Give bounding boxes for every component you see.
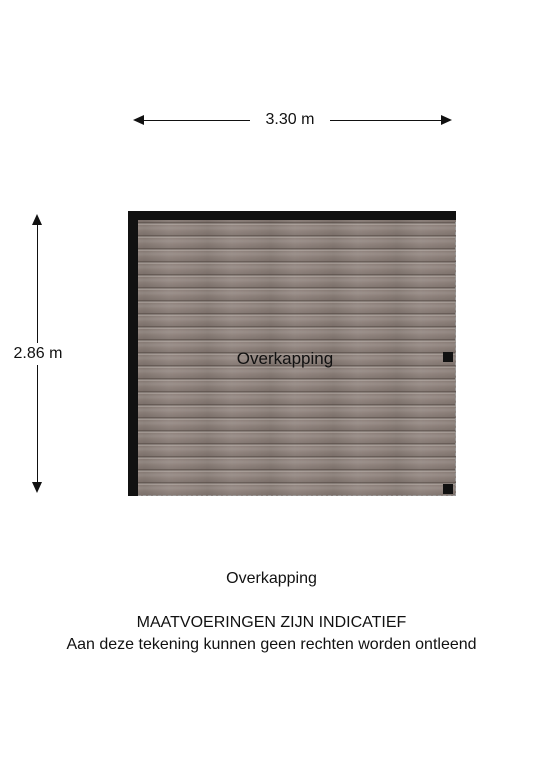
width-dimension-label: 3.30 m [250, 110, 330, 130]
support-post [443, 484, 453, 494]
disclaimer-heading: MAATVOERINGEN ZIJN INDICATIEF [136, 614, 407, 631]
arrow-right-icon [441, 115, 452, 125]
room-label: Overkapping [236, 349, 334, 368]
disclaimer-note: Aan deze tekening kunnen geen rechten worden ontleend [66, 636, 477, 653]
arrow-left-icon [133, 115, 144, 125]
wall-left [128, 211, 138, 496]
wall-top [128, 211, 456, 220]
support-post [443, 352, 453, 362]
arrow-up-icon [32, 214, 42, 225]
arrow-down-icon [32, 482, 42, 493]
floorplan-title: Overkapping [226, 570, 317, 587]
height-dimension-label: 2.86 m [6, 343, 70, 365]
